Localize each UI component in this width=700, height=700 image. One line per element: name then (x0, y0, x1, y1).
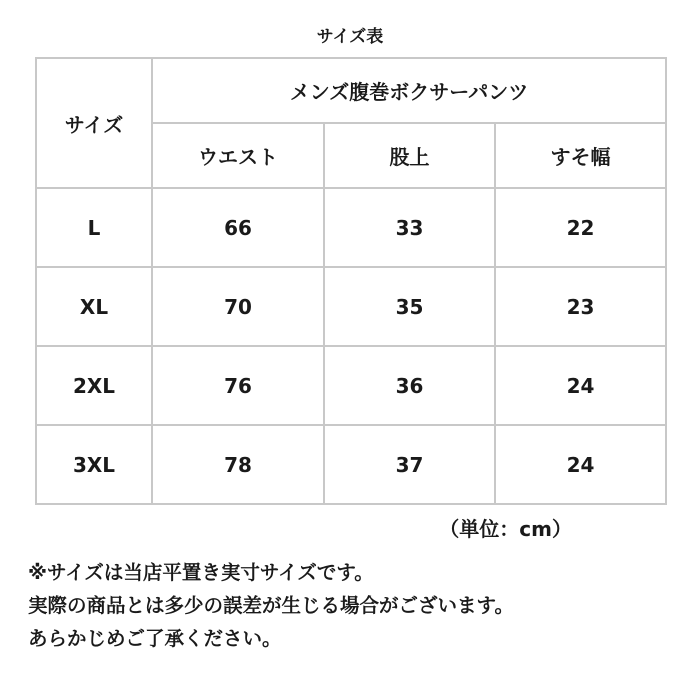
column-header-hem-width: すそ幅 (495, 123, 666, 188)
waist-cell: 66 (152, 188, 324, 267)
table-row (36, 267, 666, 346)
product-header: メンズ腹巻ボクサーパンツ (152, 58, 666, 123)
rise-cell: 37 (324, 425, 495, 504)
table-row (36, 188, 666, 267)
note-line: あらかじめご了承ください。 (28, 627, 282, 650)
waist-cell: 76 (152, 346, 324, 425)
page-title: サイズ表 (316, 27, 384, 47)
column-header-waist: ウエスト (152, 123, 324, 188)
waist-cell: 70 (152, 267, 324, 346)
table-row (36, 425, 666, 504)
hem-width-cell: 22 (495, 188, 666, 267)
size-table (35, 57, 667, 505)
hem-width-cell: 24 (495, 425, 666, 504)
note-line: 実際の商品とは多少の誤差が生じる場合がございます。 (28, 594, 514, 617)
size-cell: XL (36, 267, 152, 346)
rise-cell: 36 (324, 346, 495, 425)
size-cell: 2XL (36, 346, 152, 425)
rise-cell: 33 (324, 188, 495, 267)
size-cell: 3XL (36, 425, 152, 504)
size-header: サイズ (36, 58, 152, 188)
notes (28, 556, 688, 655)
unit-note: （単位：cm） (439, 517, 572, 541)
hem-width-cell: 24 (495, 346, 666, 425)
table-row (36, 346, 666, 425)
hem-width-cell: 23 (495, 267, 666, 346)
waist-cell: 78 (152, 425, 324, 504)
header-row (36, 58, 666, 123)
note-line: ※サイズは当店平置き実寸サイズです。 (28, 561, 374, 584)
rise-cell: 35 (324, 267, 495, 346)
size-cell: L (36, 188, 152, 267)
column-header-rise: 股上 (324, 123, 495, 188)
